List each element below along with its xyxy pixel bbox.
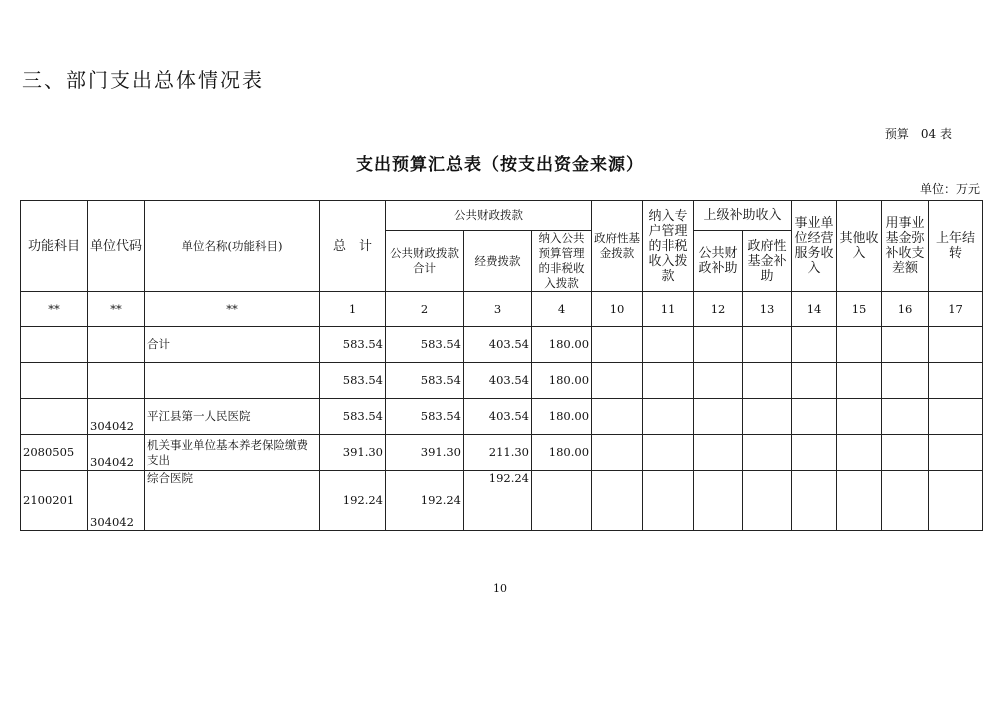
index-cell: 2 xyxy=(386,292,464,327)
empty-cell xyxy=(743,363,792,399)
empty-cell xyxy=(837,471,882,531)
operating-cell: 211.30 xyxy=(464,435,532,471)
table-id: 预算 04 表 xyxy=(884,127,952,141)
section-heading: 三、部门支出总体情况表 xyxy=(22,68,264,92)
func-cell: 2100201 xyxy=(21,471,88,531)
empty-cell xyxy=(882,327,929,363)
name-cell: 合计 xyxy=(145,327,320,363)
empty-cell xyxy=(882,435,929,471)
header-non-tax-income: 纳入公共预算管理的非税收入拨款 xyxy=(532,231,592,292)
header-operating-funds: 经费拨款 xyxy=(464,231,532,292)
table-row xyxy=(21,471,983,531)
table-row xyxy=(21,327,983,363)
empty-cell xyxy=(929,363,983,399)
header-gov-fund: 政府性基金拨款 xyxy=(592,201,643,292)
empty-cell xyxy=(643,435,694,471)
code-cell: 304042 xyxy=(88,471,145,531)
empty-cell xyxy=(837,363,882,399)
header-superior-public-finance: 公共财政补助 xyxy=(694,231,743,292)
empty-cell xyxy=(792,435,837,471)
func-cell xyxy=(21,363,88,399)
empty-cell xyxy=(643,363,694,399)
empty-cell xyxy=(643,471,694,531)
total-cell: 583.54 xyxy=(320,327,386,363)
func-cell xyxy=(21,399,88,435)
index-cell: 14 xyxy=(792,292,837,327)
empty-cell xyxy=(743,471,792,531)
header-unit-code: 单位代码 xyxy=(88,201,145,292)
empty-cell xyxy=(694,399,743,435)
index-cell: 13 xyxy=(743,292,792,327)
operating-cell: 403.54 xyxy=(464,327,532,363)
empty-cell xyxy=(792,471,837,531)
non-tax-cell: 180.00 xyxy=(532,399,592,435)
index-cell: ** xyxy=(145,292,320,327)
index-cell: ** xyxy=(21,292,88,327)
empty-cell xyxy=(643,399,694,435)
total-cell: 192.24 xyxy=(320,471,386,531)
empty-cell xyxy=(592,363,643,399)
total-cell: 583.54 xyxy=(320,399,386,435)
table-body xyxy=(21,292,983,531)
empty-cell xyxy=(837,327,882,363)
header-business-income: 事业单位经营服务收入 xyxy=(792,201,837,292)
index-cell: 1 xyxy=(320,292,386,327)
pf-total-cell: 583.54 xyxy=(386,399,464,435)
operating-cell: 403.54 xyxy=(464,363,532,399)
index-row xyxy=(21,292,983,327)
pf-total-cell: 192.24 xyxy=(386,471,464,531)
header-superior-subsidy-group: 上级补助收入 xyxy=(694,201,792,231)
index-cell: 3 xyxy=(464,292,532,327)
empty-cell xyxy=(792,363,837,399)
empty-cell xyxy=(929,435,983,471)
header-fund-deficit: 用事业基金弥补收支差额 xyxy=(882,201,929,292)
index-cell: ** xyxy=(88,292,145,327)
non-tax-cell: 180.00 xyxy=(532,363,592,399)
empty-cell xyxy=(929,327,983,363)
header-unit-name: 单位名称(功能科目) xyxy=(145,201,320,292)
index-cell: 12 xyxy=(694,292,743,327)
name-cell: 平江县第一人民医院 xyxy=(145,399,320,435)
index-cell: 16 xyxy=(882,292,929,327)
empty-cell xyxy=(792,399,837,435)
index-cell: 11 xyxy=(643,292,694,327)
empty-cell xyxy=(592,327,643,363)
header-special-non-tax: 纳入专户管理的非税收入拨款 xyxy=(643,201,694,292)
table-title: 支出预算汇总表（按支出资金来源） xyxy=(356,155,644,175)
empty-cell xyxy=(592,435,643,471)
total-cell: 391.30 xyxy=(320,435,386,471)
index-cell: 15 xyxy=(837,292,882,327)
empty-cell xyxy=(929,399,983,435)
empty-cell xyxy=(694,435,743,471)
name-cell: 综合医院 xyxy=(145,471,320,531)
pf-total-cell: 583.54 xyxy=(386,327,464,363)
non-tax-cell xyxy=(532,471,592,531)
header-carryover: 上年结转 xyxy=(929,201,983,292)
empty-cell xyxy=(592,399,643,435)
operating-cell: 192.24 xyxy=(464,471,532,531)
empty-cell xyxy=(743,327,792,363)
table-row xyxy=(21,363,983,399)
header-public-finance-group: 公共财政拨款 xyxy=(386,201,592,231)
code-cell: 304042 xyxy=(88,435,145,471)
header-function-subject: 功能科目 xyxy=(21,201,88,292)
empty-cell xyxy=(882,399,929,435)
index-cell: 4 xyxy=(532,292,592,327)
name-cell xyxy=(145,363,320,399)
code-cell xyxy=(88,363,145,399)
empty-cell xyxy=(694,327,743,363)
empty-cell xyxy=(643,327,694,363)
empty-cell xyxy=(694,363,743,399)
header-public-finance-total: 公共财政拨款合计 xyxy=(386,231,464,292)
code-cell: 304042 xyxy=(88,399,145,435)
page-number: 10 xyxy=(493,582,507,595)
pf-total-cell: 583.54 xyxy=(386,363,464,399)
non-tax-cell: 180.00 xyxy=(532,327,592,363)
empty-cell xyxy=(743,399,792,435)
table-row xyxy=(21,435,983,471)
table-row xyxy=(21,399,983,435)
empty-cell xyxy=(694,471,743,531)
budget-table xyxy=(20,200,983,531)
empty-cell xyxy=(592,471,643,531)
header-superior-gov-fund: 政府性基金补助 xyxy=(743,231,792,292)
index-cell: 17 xyxy=(929,292,983,327)
table-header xyxy=(21,201,983,292)
header-other-income: 其他收入 xyxy=(837,201,882,292)
non-tax-cell: 180.00 xyxy=(532,435,592,471)
empty-cell xyxy=(792,327,837,363)
name-cell: 机关事业单位基本养老保险缴费支出 xyxy=(145,435,320,471)
empty-cell xyxy=(929,471,983,531)
code-cell xyxy=(88,327,145,363)
pf-total-cell: 391.30 xyxy=(386,435,464,471)
empty-cell xyxy=(837,435,882,471)
header-total: 总 计 xyxy=(320,201,386,292)
empty-cell xyxy=(882,363,929,399)
operating-cell: 403.54 xyxy=(464,399,532,435)
index-cell: 10 xyxy=(592,292,643,327)
func-cell: 2080505 xyxy=(21,435,88,471)
empty-cell xyxy=(743,435,792,471)
unit-label: 单位：万元 xyxy=(919,182,980,196)
empty-cell xyxy=(837,399,882,435)
empty-cell xyxy=(882,471,929,531)
func-cell xyxy=(21,327,88,363)
total-cell: 583.54 xyxy=(320,363,386,399)
